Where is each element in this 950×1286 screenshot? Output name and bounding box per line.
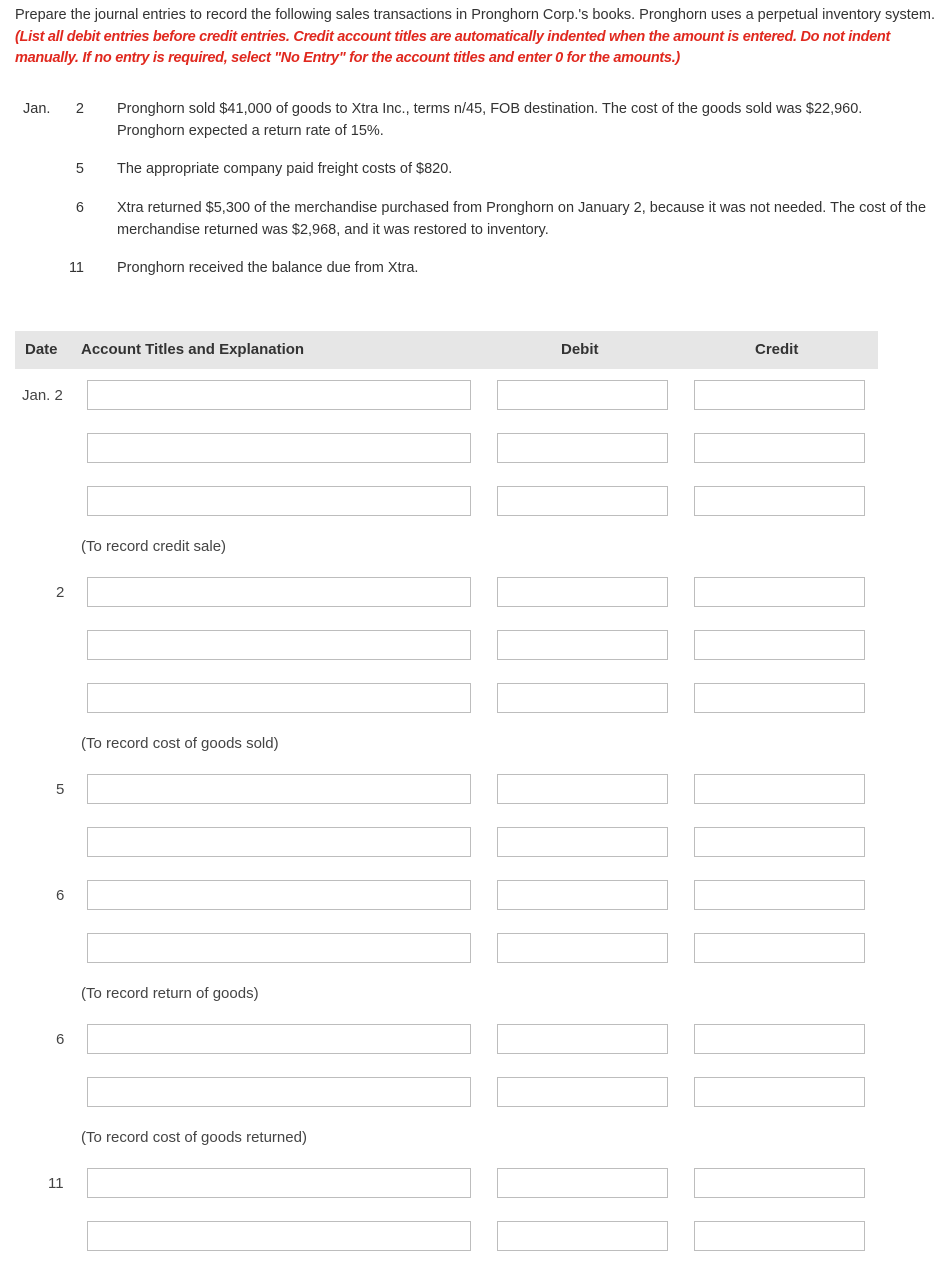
- credit-input[interactable]: [694, 433, 865, 463]
- debit-input[interactable]: [497, 1024, 668, 1054]
- entry-date: 6: [56, 887, 65, 904]
- entry-explanation: (To record credit sale): [81, 538, 227, 555]
- instructions-text: Prepare the journal entries to record the following sales transactions in Pronghorn Corp.'s books. Pronghorn uses a perpetual inventory system.: [15, 7, 935, 23]
- header-date: Date: [25, 341, 58, 358]
- debit-input[interactable]: [497, 1077, 668, 1107]
- transaction-day: 6: [75, 200, 84, 216]
- entry-explanation: (To record cost of goods sold): [81, 735, 279, 752]
- debit-input[interactable]: [497, 683, 668, 713]
- header-account: Account Titles and Explanation: [81, 341, 305, 358]
- debit-input[interactable]: [497, 577, 668, 607]
- credit-input[interactable]: [694, 1168, 865, 1198]
- account-title-input[interactable]: [87, 486, 471, 516]
- credit-input[interactable]: [694, 933, 865, 963]
- transaction-month: Jan.: [23, 101, 51, 117]
- debit-input[interactable]: [497, 880, 668, 910]
- account-title-input[interactable]: [87, 880, 471, 910]
- account-title-input[interactable]: [87, 774, 471, 804]
- debit-input[interactable]: [497, 380, 668, 410]
- credit-input[interactable]: [694, 577, 865, 607]
- transaction-day: 2: [75, 101, 84, 117]
- debit-input[interactable]: [497, 1168, 668, 1198]
- entry-date: 5: [56, 781, 65, 798]
- credit-input[interactable]: [694, 1221, 865, 1251]
- account-title-input[interactable]: [87, 1168, 471, 1198]
- account-title-input[interactable]: [87, 1024, 471, 1054]
- account-title-input[interactable]: [87, 1221, 471, 1251]
- account-title-input[interactable]: [87, 577, 471, 607]
- entry-explanation: (To record return of goods): [81, 985, 259, 1002]
- account-title-input[interactable]: [87, 827, 471, 857]
- debit-input[interactable]: [497, 1221, 668, 1251]
- transaction-day: 11: [68, 260, 84, 276]
- account-title-input[interactable]: [87, 683, 471, 713]
- transaction-text: The appropriate company paid freight costs of $820.: [117, 161, 453, 177]
- credit-input[interactable]: [694, 630, 865, 660]
- entry-date: 6: [56, 1031, 65, 1048]
- account-title-input[interactable]: [87, 933, 471, 963]
- instructions-note: (List all debit entries before credit entries. Credit account titles are automatically indented when the amount is entered. Do not indent manually. If no entry is required, select "No Entry" for the account titles and enter 0 for the amounts.): [15, 28, 890, 66]
- entry-date: Jan. 2: [22, 387, 63, 404]
- entry-date: 2: [56, 584, 65, 601]
- journal-table-header: [15, 331, 878, 369]
- debit-input[interactable]: [497, 827, 668, 857]
- entry-explanation: (To record cost of goods returned): [81, 1129, 307, 1146]
- debit-input[interactable]: [497, 774, 668, 804]
- transaction-day: 5: [75, 161, 84, 177]
- account-title-input[interactable]: [87, 630, 471, 660]
- credit-input[interactable]: [694, 880, 865, 910]
- debit-input[interactable]: [497, 433, 668, 463]
- credit-input[interactable]: [694, 1024, 865, 1054]
- instructions: [15, 5, 940, 70]
- credit-input[interactable]: [694, 1077, 865, 1107]
- account-title-input[interactable]: [87, 1077, 471, 1107]
- credit-input[interactable]: [694, 827, 865, 857]
- transaction-text: Xtra returned $5,300 of the merchandise purchased from Pronghorn on January 2, because it was not needed. The cost of the merchandise returned was $2,968, and it was restored to inventory.: [117, 200, 927, 238]
- debit-input[interactable]: [497, 486, 668, 516]
- debit-input[interactable]: [497, 630, 668, 660]
- debit-input[interactable]: [497, 933, 668, 963]
- credit-input[interactable]: [694, 380, 865, 410]
- header-debit: Debit: [561, 341, 599, 358]
- transaction-text: Pronghorn received the balance due from Xtra.: [117, 260, 419, 276]
- credit-input[interactable]: [694, 683, 865, 713]
- credit-input[interactable]: [694, 486, 865, 516]
- account-title-input[interactable]: [87, 380, 471, 410]
- account-title-input[interactable]: [87, 433, 471, 463]
- header-credit: Credit: [755, 341, 799, 358]
- entry-date: 11: [48, 1175, 64, 1192]
- credit-input[interactable]: [694, 774, 865, 804]
- transaction-text: Pronghorn sold $41,000 of goods to Xtra Inc., terms n/45, FOB destination. The cost of the goods sold was $22,960. Pronghorn expected a return rate of 15%.: [117, 101, 863, 139]
